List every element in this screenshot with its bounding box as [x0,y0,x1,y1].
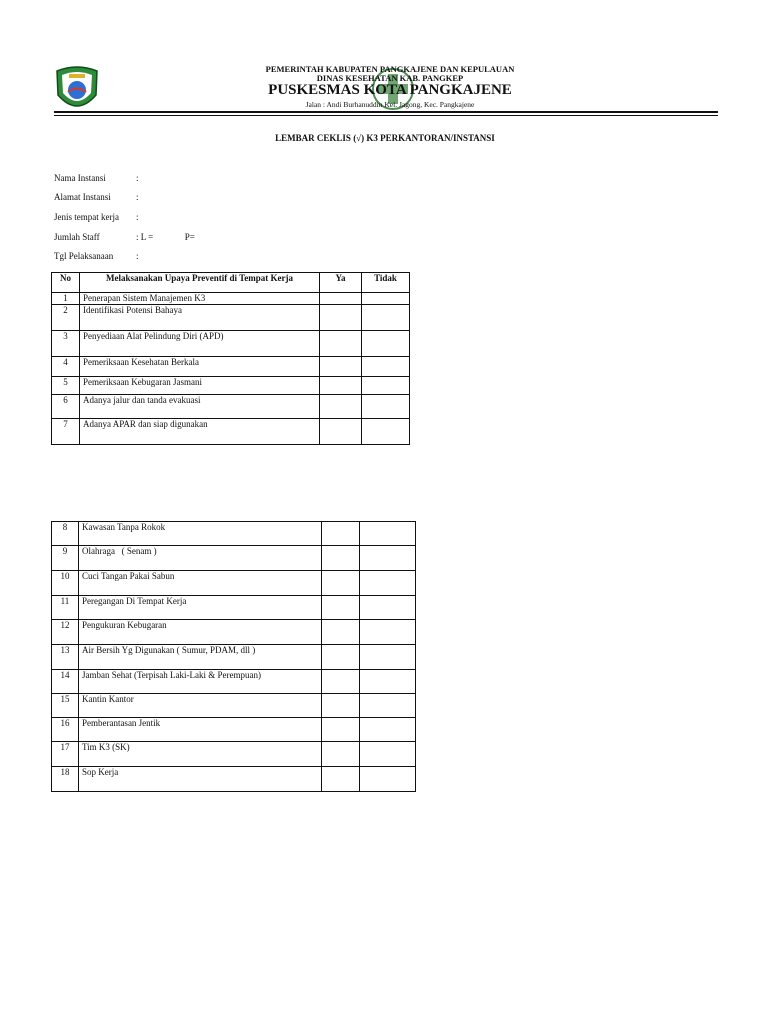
row-item: Adanya jalur dan tanda evakuasi [80,395,320,419]
field-value-jumlah-staff[interactable]: : L = P= [136,232,195,242]
check-ya[interactable] [320,331,362,357]
row-no: 16 [52,718,79,742]
row-no: 2 [52,305,80,331]
check-ya[interactable] [322,767,360,792]
checklist-table-part1 [51,272,410,445]
row-no: 13 [52,645,79,670]
field-label-alamat-instansi: Alamat Instansi [54,192,111,202]
check-ya[interactable] [320,395,362,419]
row-no: 15 [52,694,79,718]
check-tidak[interactable] [360,522,416,546]
row-item: Tim K3 (SK) [78,742,321,767]
row-item: Penerapan Sistem Manajemen K3 [80,293,320,305]
check-ya[interactable] [322,596,360,620]
field-value-tgl-pelaksanaan[interactable]: : [136,251,139,261]
check-tidak[interactable] [360,645,416,670]
check-tidak[interactable] [360,767,416,792]
check-ya[interactable] [322,694,360,718]
header-government: PEMERINTAH KABUPATEN PANGKAJENE DAN KEPULAUAN [265,64,515,74]
table-row [52,718,416,742]
row-item: Olahraga ( Senam ) [78,546,321,571]
check-tidak[interactable] [360,546,416,571]
row-no: 6 [52,395,80,419]
table-row [52,377,410,395]
header-rule-thick [54,111,718,113]
table-row [52,645,416,670]
field-value-alamat-instansi[interactable]: : [136,192,139,202]
check-ya[interactable] [320,305,362,331]
table-row [52,419,410,445]
col-header-item: Melaksanakan Upaya Preventif di Tempat Kerja [80,273,320,293]
check-ya[interactable] [322,742,360,767]
row-item: Pemeriksaan Kebugaran Jasmani [80,377,320,395]
page-title: LEMBAR CEKLIS (√) K3 PERKANTORAN/INSTANSI [275,133,495,143]
row-no: 18 [52,767,79,792]
row-no: 9 [52,546,79,571]
row-no: 4 [52,357,80,377]
regency-emblem-icon [54,65,100,115]
check-ya[interactable] [320,293,362,305]
row-item: Pengukuran Kebugaran [78,620,321,645]
header-rule-thin [54,115,718,116]
col-header-no: No [52,273,80,293]
check-tidak[interactable] [362,305,410,331]
check-ya[interactable] [322,718,360,742]
col-header-tidak: Tidak [362,273,410,293]
check-tidak[interactable] [360,718,416,742]
check-tidak[interactable] [360,596,416,620]
table-row [52,596,416,620]
check-tidak[interactable] [360,694,416,718]
row-item: Adanya APAR dan siap digunakan [80,419,320,445]
check-ya[interactable] [322,522,360,546]
check-tidak[interactable] [362,331,410,357]
row-item: Air Bersih Yg Digunakan ( Sumur, PDAM, dll ) [78,645,321,670]
field-value-nama-instansi[interactable]: : [136,173,139,183]
row-item: Identifikasi Potensi Bahaya [80,305,320,331]
header-address: Jalan : Andi Burhanuddin Kel. Jagong, Kec. Pangkajene [305,100,475,109]
table-row [52,331,410,357]
row-item: Pemeriksaan Kesehatan Berkala [80,357,320,377]
table-row [52,546,416,571]
table-row [52,620,416,645]
field-label-jumlah-staff: Jumlah Staff [54,232,100,242]
check-ya[interactable] [322,571,360,596]
field-label-nama-instansi: Nama Instansi [54,173,106,183]
check-ya[interactable] [322,670,360,694]
check-ya[interactable] [320,377,362,395]
check-tidak[interactable] [360,571,416,596]
check-ya[interactable] [322,620,360,645]
check-tidak[interactable] [360,620,416,645]
row-item: Peregangan Di Tempat Kerja [78,596,321,620]
check-tidak[interactable] [362,419,410,445]
table-header-row [52,273,410,293]
row-no: 12 [52,620,79,645]
row-item: Cuci Tangan Pakai Sabun [78,571,321,596]
check-tidak[interactable] [362,377,410,395]
field-value-jenis-tempat-kerja[interactable]: : [136,212,139,222]
field-label-jenis-tempat-kerja: Jenis tempat kerja [54,212,119,222]
table-row [52,767,416,792]
table-row [52,742,416,767]
check-ya[interactable] [320,419,362,445]
check-tidak[interactable] [360,742,416,767]
row-no: 5 [52,377,80,395]
table-row [52,395,410,419]
row-no: 7 [52,419,80,445]
row-no: 3 [52,331,80,357]
header-department: DINAS KESEHATAN KAB. PANGKEP [316,73,464,83]
table-row [52,522,416,546]
table-row [52,305,410,331]
row-item: Jamban Sehat (Terpisah Laki-Laki & Perempuan) [78,670,321,694]
row-no: 1 [52,293,80,305]
table-row [52,357,410,377]
field-label-tgl-pelaksanaan: Tgl Pelaksanaan [54,251,114,261]
row-item: Kantin Kantor [78,694,321,718]
check-tidak[interactable] [360,670,416,694]
row-no: 8 [52,522,79,546]
row-no: 14 [52,670,79,694]
check-tidak[interactable] [362,395,410,419]
row-item: Kawasan Tanpa Rokok [78,522,321,546]
row-item: Pemberantasan Jentik [78,718,321,742]
row-no: 11 [52,596,79,620]
check-ya[interactable] [322,546,360,571]
row-no: 17 [52,742,79,767]
checklist-table-part2 [51,521,416,792]
row-item: Sop Kerja [78,767,321,792]
col-header-ya: Ya [320,273,362,293]
table-row [52,293,410,305]
check-ya[interactable] [322,645,360,670]
check-ya[interactable] [320,357,362,377]
header-institution: PUSKESMAS KOTA PANGKAJENE [268,82,512,98]
check-tidak[interactable] [362,293,410,305]
check-tidak[interactable] [362,357,410,377]
row-item: Penyediaan Alat Pelindung Diri (APD) [80,331,320,357]
table-row [52,571,416,596]
table-row [52,670,416,694]
table-row [52,694,416,718]
row-no: 10 [52,571,79,596]
